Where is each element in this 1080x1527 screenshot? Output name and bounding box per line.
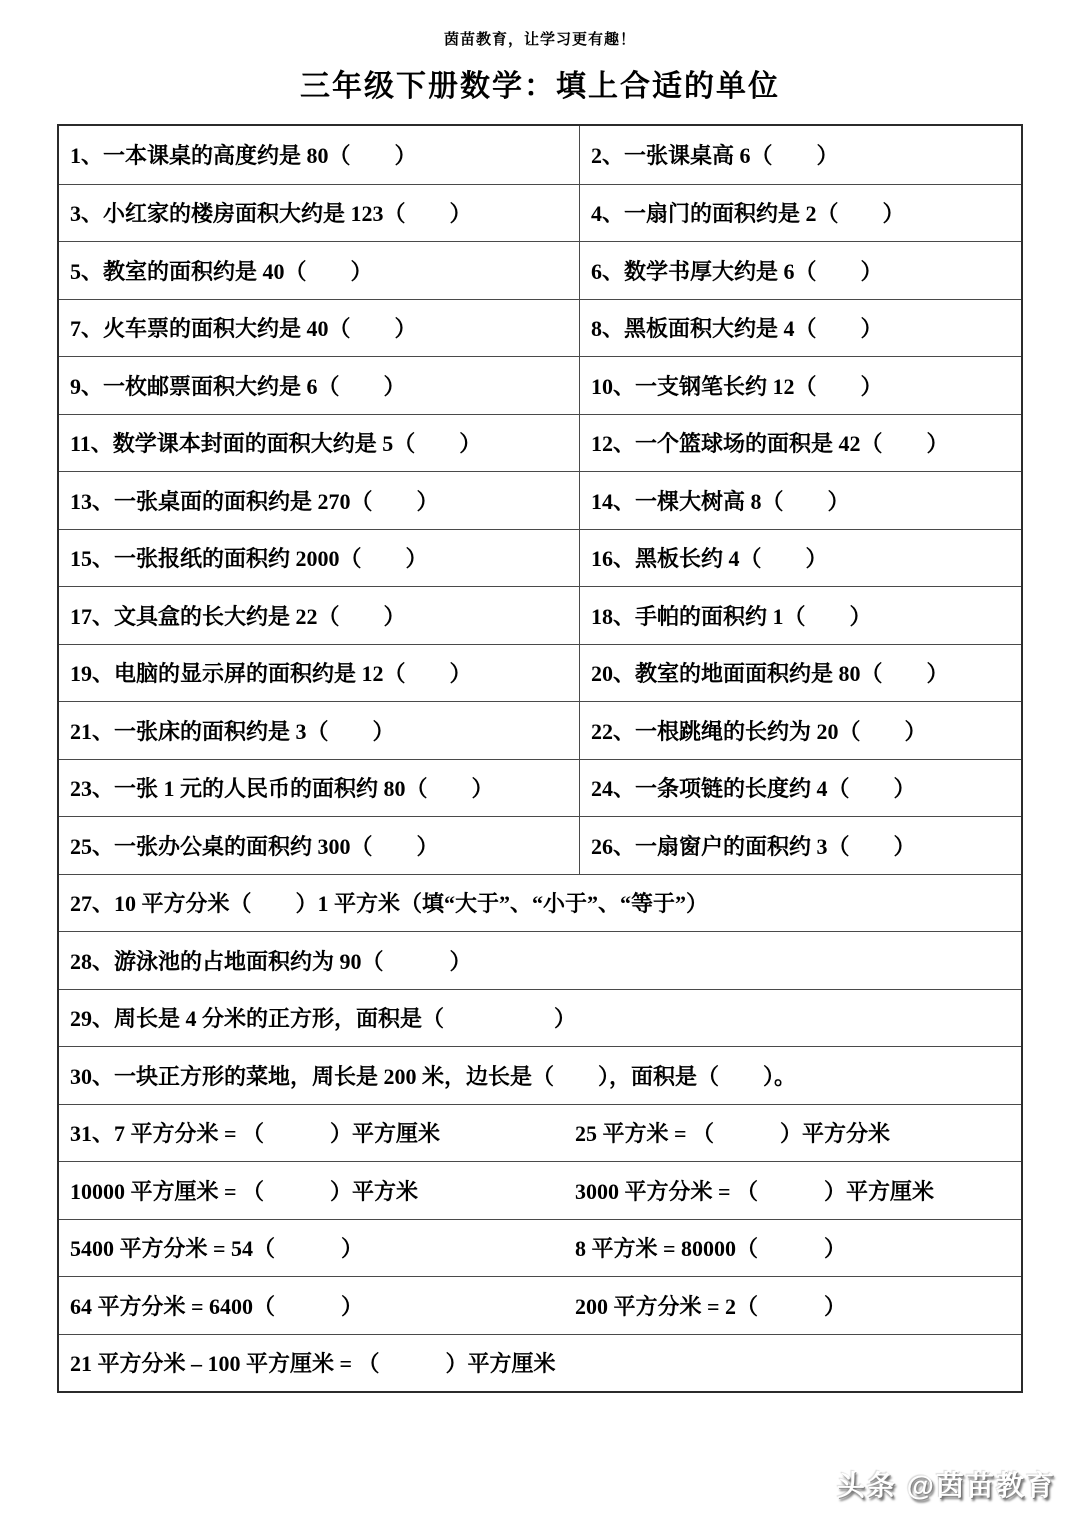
conversion-item: 25 平方米 = （ ）平方分米 [574, 1121, 891, 1147]
question-2: 2、一张课桌高 6（ ） [579, 126, 1021, 184]
question-13: 13、一张桌面的面积约是 270（ ） [70, 488, 439, 514]
question-22: 22、一根跳绳的长约为 20（ ） [579, 702, 1021, 759]
question-11: 11、数学课本封面的面积大约是 5（ ） [70, 431, 482, 457]
question-27: 27、10 平方分米（ ）1 平方米（填“大于”、“小于”、“等于”） [70, 891, 709, 917]
question-28: 28、游泳池的占地面积约为 90（ ） [70, 948, 472, 974]
conversion-item: 31、7 平方分米 = （ ）平方厘米 [70, 1121, 441, 1147]
table-row [59, 931, 1021, 989]
conversion-item: 8 平方米 = 80000（ ） [574, 1236, 847, 1262]
table-row [59, 1046, 1021, 1104]
question-8: 8、黑板面积大约是 4（ ） [579, 300, 1021, 357]
question-5: 5、教室的面积约是 40（ ） [70, 258, 373, 284]
table-row [59, 471, 1021, 529]
table-row [59, 184, 1021, 242]
table-row [59, 1219, 1021, 1277]
page-title: 三年级下册数学：填上合适的单位 [300, 70, 780, 103]
question-20: 20、教室的地面面积约是 80（ ） [579, 645, 1021, 702]
question-14: 14、一棵大树高 8（ ） [579, 472, 1021, 529]
conversion-item: 5400 平方分米 = 54（ ） [70, 1236, 364, 1262]
question-10: 10、一支钢笔长约 12（ ） [579, 357, 1021, 414]
question-7: 7、火车票的面积大约是 40（ ） [70, 316, 417, 342]
table-row [59, 241, 1021, 299]
question-12: 12、一个篮球场的面积是 42（ ） [579, 415, 1021, 472]
header-slogan: 茵苗教育，让学习更有趣！ [443, 32, 636, 48]
table-row [59, 701, 1021, 759]
conversion-item: 200 平方分米 = 2（ ） [574, 1293, 847, 1319]
worksheet-table [57, 124, 1023, 1393]
table-row [59, 816, 1021, 874]
question-15: 15、一张报纸的面积约 2000（ ） [70, 546, 428, 572]
question-18: 18、手帕的面积约 1（ ） [579, 587, 1021, 644]
question-9: 9、一枚邮票面积大约是 6（ ） [70, 373, 406, 399]
question-6: 6、数学书厚大约是 6（ ） [579, 242, 1021, 299]
table-row [59, 989, 1021, 1047]
question-3: 3、小红家的楼房面积大约是 123（ ） [70, 201, 472, 227]
conversion-row-last: 21 平方分米 – 100 平方厘米 = （ ）平方厘米 [70, 1351, 556, 1377]
conversion-item: 10000 平方厘米 = （ ）平方米 [70, 1178, 419, 1204]
table-row [59, 1104, 1021, 1162]
table-row [59, 529, 1021, 587]
question-31-row [59, 1105, 1021, 1162]
toutiao-watermark: 头条 @茵苗教育 [836, 1470, 1056, 1501]
question-23: 23、一张 1 元的人民币的面积约 80（ ） [70, 776, 494, 802]
table-row [59, 414, 1021, 472]
table-row [59, 1334, 1021, 1392]
conversion-row [59, 1162, 1021, 1219]
conversion-item: 3000 平方分米 = （ ）平方厘米 [574, 1178, 935, 1204]
table-row [59, 759, 1021, 817]
question-24: 24、一条项链的长度约 4（ ） [579, 760, 1021, 817]
conversion-row [59, 1220, 1021, 1277]
table-row [59, 874, 1021, 932]
table-row [59, 1161, 1021, 1219]
question-17: 17、文具盒的长大约是 22（ ） [70, 603, 406, 629]
question-16: 16、黑板长约 4（ ） [579, 530, 1021, 587]
table-row [59, 126, 1021, 184]
question-19: 19、电脑的显示屏的面积约是 12（ ） [70, 661, 472, 687]
question-1: 1、一本课桌的高度约是 80（ ） [70, 143, 417, 169]
table-row [59, 586, 1021, 644]
conversion-item: 64 平方分米 = 6400（ ） [70, 1293, 364, 1319]
question-30: 30、一块正方形的菜地，周长是 200 米，边长是（ ），面积是（ ）。 [70, 1063, 797, 1089]
conversion-row [59, 1277, 1021, 1334]
question-29: 29、周长是 4 分米的正方形，面积是（ ） [70, 1006, 577, 1032]
table-row [59, 356, 1021, 414]
question-4: 4、一扇门的面积约是 2（ ） [579, 185, 1021, 242]
table-row [59, 299, 1021, 357]
question-21: 21、一张床的面积约是 3（ ） [70, 718, 395, 744]
table-row [59, 1276, 1021, 1334]
question-25: 25、一张办公桌的面积约 300（ ） [70, 833, 439, 859]
question-26: 26、一扇窗户的面积约 3（ ） [579, 817, 1021, 874]
table-row [59, 644, 1021, 702]
